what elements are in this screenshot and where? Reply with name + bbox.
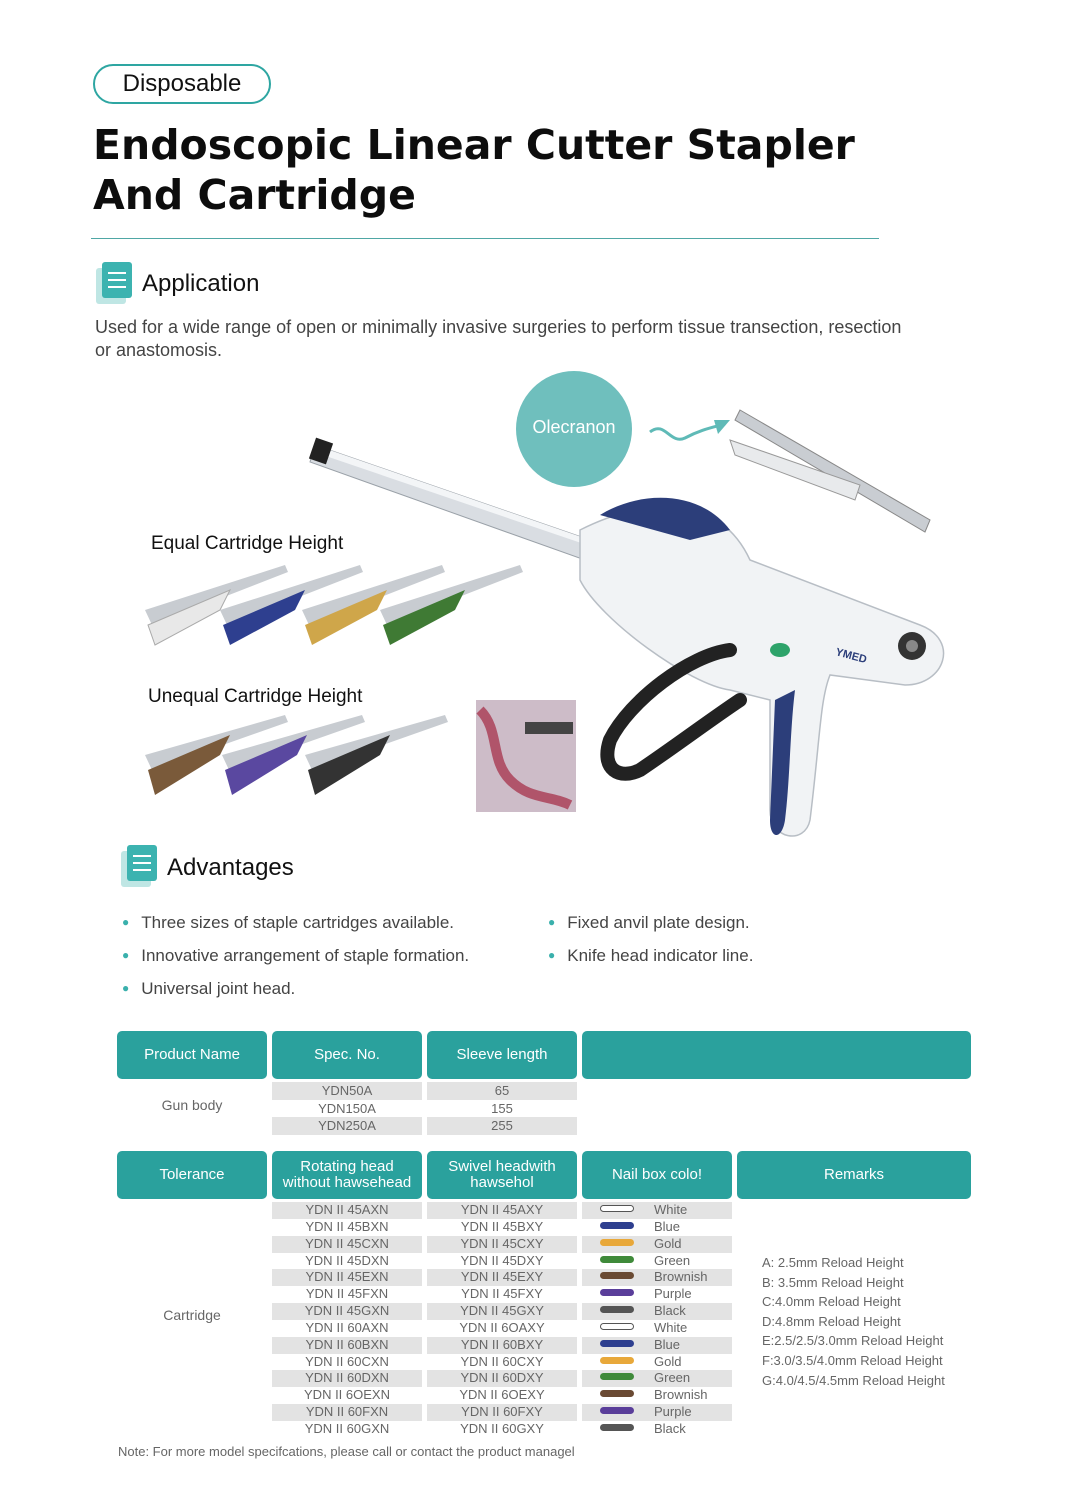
color-cell [582, 1387, 732, 1404]
remark-item: C:4.0mm Reload Height [762, 1294, 901, 1310]
color-cell [582, 1404, 732, 1421]
swivel-head-cell: YDN II 6OAXY [459, 1319, 545, 1335]
color-cell [582, 1354, 732, 1371]
rotating-head-cell: YDN II 6OEXN [304, 1387, 390, 1403]
product-name-cell: Gun body [161, 1097, 223, 1113]
color-swatch [600, 1373, 634, 1380]
color-label: Black [654, 1303, 686, 1319]
color-swatch [600, 1239, 634, 1246]
color-swatch [600, 1340, 634, 1347]
footnote: Note: For more model specifcations, please call or contact the product managel [118, 1444, 575, 1459]
spec-cell: YDN250A [272, 1117, 422, 1135]
length-column [427, 1082, 577, 1135]
color-cell [582, 1421, 732, 1438]
length-cell: 155 [491, 1100, 513, 1116]
advantages-title: Advantages [167, 854, 294, 881]
remarks-list [762, 1253, 945, 1390]
swivel-head-cell: YDN II 45EXY [427, 1269, 577, 1286]
title-line-2: And Cartridge [93, 171, 416, 219]
swivel-head-cell: YDN II 45DXY [460, 1252, 544, 1268]
category-tag: Disposable [93, 64, 271, 104]
color-label: Brownish [654, 1269, 708, 1285]
advantage-item: ● Universal joint head. [122, 979, 296, 998]
color-label: Green [654, 1252, 691, 1268]
color-swatch [600, 1272, 634, 1279]
unequal-cartridge-label: Unequal Cartridge Height [148, 686, 363, 707]
document-icon [121, 845, 159, 887]
product-name-cell: Cartridge [163, 1307, 221, 1323]
rotating-head-cell: YDN II 60DXN [272, 1370, 422, 1387]
jaw-detail-image [730, 410, 930, 532]
swivel-head-cell: YDN II 60CXY [460, 1353, 544, 1369]
rotating-head-cell: YDN II 45EXN [272, 1269, 422, 1286]
olecranon-badge: Olecranon [516, 371, 632, 487]
equal-cartridges-image [145, 565, 523, 645]
rotating-column [272, 1202, 422, 1438]
color-label: Gold [654, 1235, 682, 1251]
color-swatch [600, 1205, 634, 1212]
anatomy-illustration [476, 700, 576, 812]
remark-item: A: 2.5mm Reload Height [762, 1255, 904, 1270]
swivel-head-cell: YDN II 45AXY [427, 1202, 577, 1219]
color-cell [582, 1236, 732, 1253]
title-divider [91, 238, 879, 239]
header-blank [582, 1031, 971, 1079]
rotating-head-cell: YDN II 60BXN [272, 1337, 422, 1354]
swivel-head-cell: YDN II 60FXY [427, 1404, 577, 1421]
color-label: Brownish [654, 1387, 708, 1403]
color-label: Blue [654, 1218, 681, 1234]
color-cell [582, 1269, 732, 1286]
swivel-head-cell: YDN II 60GXY [460, 1420, 544, 1436]
swivel-head-cell: YDN II 45BXY [460, 1218, 544, 1234]
swivel-head-cell: YDN II 45GXY [427, 1303, 577, 1320]
application-description: Used for a wide range of open or minimally invasive surgeries to perform tissue transection, resection or anastomosis. [95, 317, 902, 360]
header-spec-no: Spec. No. [272, 1031, 422, 1079]
color-cell [582, 1370, 732, 1387]
rotating-head-cell: YDN II 45AXN [272, 1202, 422, 1219]
swivel-head-cell: YDN II 45FXY [461, 1286, 543, 1302]
remark-item: E:2.5/2.5/3.0mm Reload Height [762, 1333, 944, 1349]
header-product-name: Product Name [117, 1031, 267, 1079]
color-swatch [600, 1407, 634, 1414]
remark-item: D:4.8mm Reload Height [762, 1313, 901, 1329]
svg-text:YMED: YMED [834, 646, 869, 667]
rotating-head-cell: YDN II 45FXN [305, 1286, 389, 1302]
swivel-head-cell: YDN II 60BXY [427, 1337, 577, 1354]
rotating-head-cell: YDN II 45DXN [305, 1252, 389, 1268]
header-rotating-head: Rotating head without hawsehead [272, 1151, 422, 1199]
spec-cell: YDN150A [318, 1100, 376, 1116]
advantage-item: ● Knife head indicator line. [548, 946, 754, 965]
remark-item: G:4.0/4.5/4.5mm Reload Height [762, 1372, 945, 1388]
color-cell [582, 1202, 732, 1219]
swivel-head-cell: YDN II 60DXY [427, 1370, 577, 1387]
rotating-head-cell: YDN II 60FXN [272, 1404, 422, 1421]
unequal-cartridges-image [145, 715, 448, 795]
swivel-column [427, 1202, 577, 1438]
color-label: White [654, 1319, 688, 1335]
rotating-head-cell: YDN II 60AXN [305, 1319, 389, 1335]
color-label: Purple [654, 1286, 692, 1302]
color-label: Purple [654, 1404, 692, 1420]
color-label: Blue [654, 1336, 681, 1352]
header-tolerance: Tolerance [117, 1151, 267, 1199]
color-label: Green [654, 1370, 691, 1386]
color-swatch [600, 1289, 634, 1296]
color-label: Gold [654, 1353, 682, 1369]
color-cell [582, 1219, 732, 1236]
title-line-1: Endoscopic Linear Cutter Stapler [93, 121, 855, 169]
application-title: Application [142, 270, 260, 297]
color-swatch [600, 1306, 634, 1313]
color-swatch [600, 1390, 634, 1397]
color-cell [582, 1337, 732, 1354]
swivel-head-cell: YDN II 6OEXY [459, 1387, 545, 1403]
page-title [93, 120, 855, 220]
remark-item: B: 3.5mm Reload Height [762, 1274, 904, 1290]
color-cell [582, 1320, 732, 1337]
rotating-head-cell: YDN II 45GXN [272, 1303, 422, 1320]
color-swatch [600, 1222, 634, 1229]
rotating-head-cell: YDN II 60CXN [305, 1353, 389, 1369]
spec-column [272, 1082, 422, 1135]
remark-item: F:3.0/3.5/4.0mm Reload Height [762, 1352, 943, 1368]
advantage-item: ● Three sizes of staple cartridges available. [122, 913, 455, 932]
advantage-item: ● Innovative arrangement of staple formation. [122, 946, 470, 965]
document-icon [96, 262, 134, 304]
color-swatch [600, 1424, 634, 1431]
color-cell [582, 1303, 732, 1320]
swivel-head-cell: YDN II 45CXY [427, 1236, 577, 1253]
advantage-item: ● Fixed anvil plate design. [548, 913, 750, 932]
rotating-head-cell: YDN II 60GXN [304, 1420, 390, 1436]
spec-cell: YDN50A [272, 1082, 422, 1100]
color-label: White [654, 1202, 688, 1217]
header-sleeve-length: Sleeve length [427, 1031, 577, 1079]
color-cell [582, 1253, 732, 1270]
stapler-body [580, 498, 944, 836]
header-nail-box-color: Nail box colo! [582, 1151, 732, 1199]
color-cell [582, 1286, 732, 1303]
color-swatch [600, 1256, 634, 1263]
length-cell: 255 [427, 1117, 577, 1135]
header-swivel-head: Swivel headwith hawsehol [427, 1151, 577, 1199]
color-column [582, 1202, 732, 1438]
length-cell: 65 [427, 1082, 577, 1100]
equal-cartridge-label: Equal Cartridge Height [151, 533, 344, 554]
color-swatch [600, 1323, 634, 1330]
rotating-head-cell: YDN II 45BXN [305, 1218, 389, 1234]
color-swatch [600, 1357, 634, 1364]
color-label: Black [654, 1420, 686, 1436]
header-remarks: Remarks [737, 1151, 971, 1199]
rotating-head-cell: YDN II 45CXN [272, 1236, 422, 1253]
arrow-icon [650, 420, 730, 439]
